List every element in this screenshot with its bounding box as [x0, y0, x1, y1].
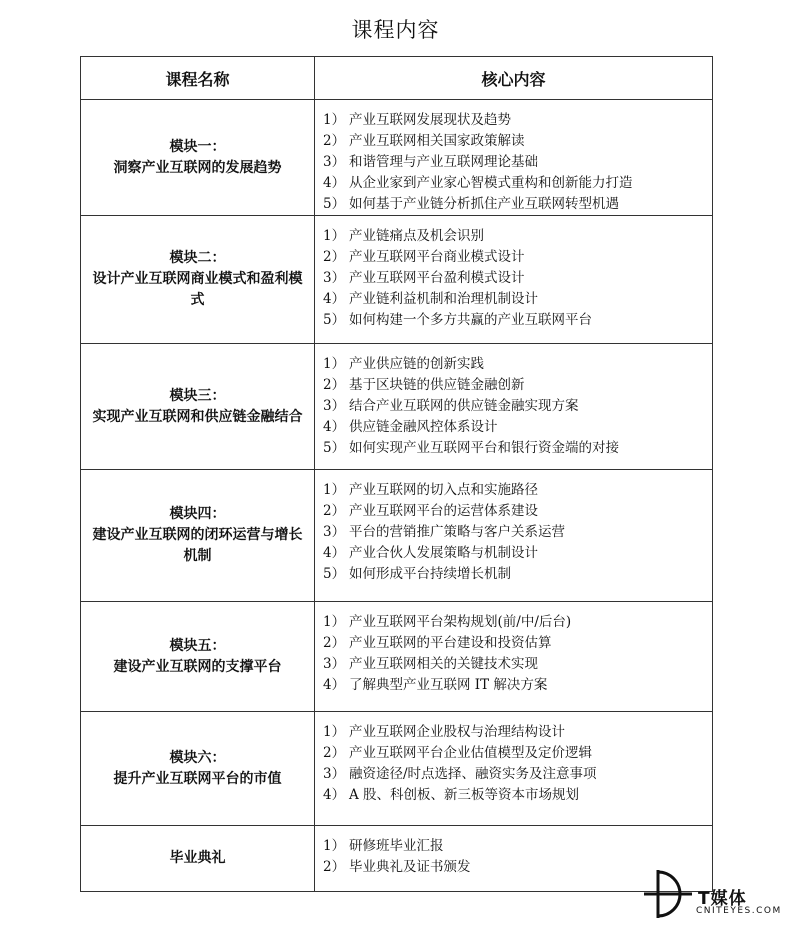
item-number: 3）	[323, 766, 346, 782]
item-number: 4）	[323, 545, 346, 561]
table-row	[81, 470, 713, 602]
tmedia-watermark	[640, 864, 780, 924]
item-text: 如何基于产业链分析抓住产业互联网转型机遇	[349, 196, 619, 212]
course-name-cell	[81, 216, 315, 344]
module-title: 建设产业互联网的支撑平台	[113, 658, 282, 675]
item-text: 和谐管理与产业互联网理论基础	[349, 154, 538, 170]
list-item	[323, 743, 704, 764]
item-text: 产业互联网发展现状及趋势	[349, 112, 511, 128]
list-item	[323, 226, 704, 247]
item-number: 1）	[323, 724, 346, 740]
item-text: 产业互联网平台架构规划(前/中/后台)	[349, 614, 572, 630]
item-text: 产业互联网的切入点和实施路径	[349, 482, 538, 498]
core-content-cell	[315, 344, 713, 470]
item-text: 产业互联网平台企业估值模型及定价逻辑	[349, 745, 592, 761]
item-number: 3）	[323, 154, 346, 170]
module-title: 实现产业互联网和供应链金融结合	[92, 408, 303, 425]
course-name-cell	[81, 344, 315, 470]
list-item	[323, 131, 704, 152]
course-name-cell	[81, 100, 315, 216]
item-text: 产业链痛点及机会识别	[349, 228, 484, 244]
item-text: 如何形成平台持续增长机制	[349, 566, 511, 582]
item-text: 平台的营销推广策略与客户关系运营	[349, 524, 565, 540]
core-content-cell	[315, 712, 713, 826]
list-item	[323, 396, 704, 417]
table-row	[81, 344, 713, 470]
list-item	[323, 564, 704, 585]
module-label: 模块五：	[169, 637, 226, 654]
list-item	[323, 268, 704, 289]
item-number: 4）	[323, 419, 346, 435]
item-number: 4）	[323, 291, 346, 307]
list-item	[323, 375, 704, 396]
table-row	[81, 216, 713, 344]
item-number: 5）	[323, 566, 346, 582]
list-item	[323, 194, 704, 215]
core-content-cell	[315, 216, 713, 344]
list-item	[323, 764, 704, 785]
list-item	[323, 110, 704, 131]
table-row	[81, 100, 713, 216]
item-text: 产业互联网相关的关键技术实现	[349, 656, 538, 672]
table-row	[81, 602, 713, 712]
module-title: 提升产业互联网平台的市值	[113, 770, 282, 787]
watermark-brand-name: T媒体	[698, 889, 747, 909]
item-number: 3）	[323, 398, 346, 414]
item-number: 3）	[323, 524, 346, 540]
item-text: 如何实现产业互联网平台和银行资金端的对接	[349, 440, 619, 456]
item-text: 产业互联网的平台建设和投资估算	[349, 635, 552, 651]
item-number: 2）	[323, 377, 346, 393]
list-item	[323, 354, 704, 375]
item-number: 2）	[323, 503, 346, 519]
list-item	[323, 310, 704, 331]
core-content-cell	[315, 100, 713, 216]
list-item	[323, 522, 704, 543]
table-row	[81, 712, 713, 826]
item-number: 2）	[323, 249, 346, 265]
page-title: 课程内容	[351, 18, 440, 42]
item-number: 3）	[323, 270, 346, 286]
core-content-cell	[315, 602, 713, 712]
item-text: 了解典型产业互联网 IT 解决方案	[349, 677, 548, 693]
item-text: 产业互联网相关国家政策解读	[349, 133, 525, 149]
item-text: A 股、科创板、新三板等资本市场规划	[349, 787, 580, 803]
module-title: 洞察产业互联网的发展趋势	[113, 159, 282, 176]
item-number: 5）	[323, 312, 346, 328]
module-title: 建设产业互联网的闭环运营与增长机制	[92, 527, 303, 564]
course-name-cell	[81, 826, 315, 892]
item-number: 5）	[323, 440, 346, 456]
table-header-row	[81, 57, 713, 100]
course-name-cell	[81, 712, 315, 826]
module-title: 毕业典礼	[169, 850, 226, 866]
module-label: 模块四：	[169, 506, 226, 522]
module-label: 模块三：	[169, 387, 226, 404]
item-number: 1）	[323, 614, 346, 630]
list-item	[323, 173, 704, 194]
item-number: 1）	[323, 228, 346, 244]
item-text: 产业供应链的创新实践	[349, 356, 484, 372]
item-number: 2）	[323, 859, 346, 875]
item-text: 如何构建一个多方共赢的产业互联网平台	[349, 312, 592, 328]
item-text: 从企业家到产业家心智模式重构和创新能力打造	[349, 175, 633, 191]
item-number: 1）	[323, 838, 346, 854]
list-item	[323, 438, 704, 459]
item-text: 融资途径/时点选择、融资实务及注意事项	[349, 766, 597, 782]
list-item	[323, 633, 704, 654]
module-label: 模块二：	[169, 250, 226, 266]
item-number: 1）	[323, 482, 346, 498]
core-content-cell	[315, 470, 713, 602]
item-text: 产业互联网平台的运营体系建设	[349, 503, 538, 519]
item-number: 5）	[323, 196, 346, 212]
watermark-url: CNITEYES.COM	[696, 906, 782, 916]
module-title: 设计产业互联网商业模式和盈利模式	[92, 271, 303, 308]
item-number: 4）	[323, 787, 346, 803]
table-row	[81, 826, 713, 892]
item-number: 2）	[323, 133, 346, 149]
tmedia-logo-icon	[640, 864, 696, 924]
list-item	[323, 543, 704, 564]
item-number: 2）	[323, 745, 346, 761]
item-number: 4）	[323, 175, 346, 191]
item-number: 1）	[323, 112, 346, 128]
item-text: 结合产业互联网的供应链金融实现方案	[349, 398, 579, 414]
item-number: 3）	[323, 656, 346, 672]
module-label: 模块一：	[169, 138, 226, 155]
list-item	[323, 152, 704, 173]
list-item	[323, 289, 704, 310]
list-item	[323, 654, 704, 675]
item-text: 产业合伙人发展策略与机制设计	[349, 545, 538, 561]
item-number: 2）	[323, 635, 346, 651]
list-item	[323, 612, 704, 633]
course-name-cell	[81, 470, 315, 602]
item-text: 研修班毕业汇报	[349, 838, 444, 854]
list-item	[323, 785, 704, 806]
item-text: 产业互联网企业股权与治理结构设计	[349, 724, 565, 740]
list-item	[323, 501, 704, 522]
item-text: 产业链利益机制和治理机制设计	[349, 291, 538, 307]
list-item	[323, 247, 704, 268]
course-table	[80, 56, 713, 892]
item-text: 产业互联网平台盈利模式设计	[349, 270, 525, 286]
item-number: 1）	[323, 356, 346, 372]
list-item	[323, 836, 704, 857]
list-item	[323, 722, 704, 743]
list-item	[323, 480, 704, 501]
item-number: 4）	[323, 677, 346, 693]
list-item	[323, 417, 704, 438]
course-name-cell	[81, 602, 315, 712]
item-text: 基于区块链的供应链金融创新	[349, 377, 525, 393]
item-text: 供应链金融风控体系设计	[349, 419, 498, 435]
column-header-course-name: 课程名称	[81, 57, 315, 100]
column-header-core-content: 核心内容	[315, 57, 713, 100]
item-text: 毕业典礼及证书颁发	[349, 859, 471, 875]
module-label: 模块六：	[169, 749, 226, 766]
list-item	[323, 675, 704, 696]
item-text: 产业互联网平台商业模式设计	[349, 249, 525, 265]
